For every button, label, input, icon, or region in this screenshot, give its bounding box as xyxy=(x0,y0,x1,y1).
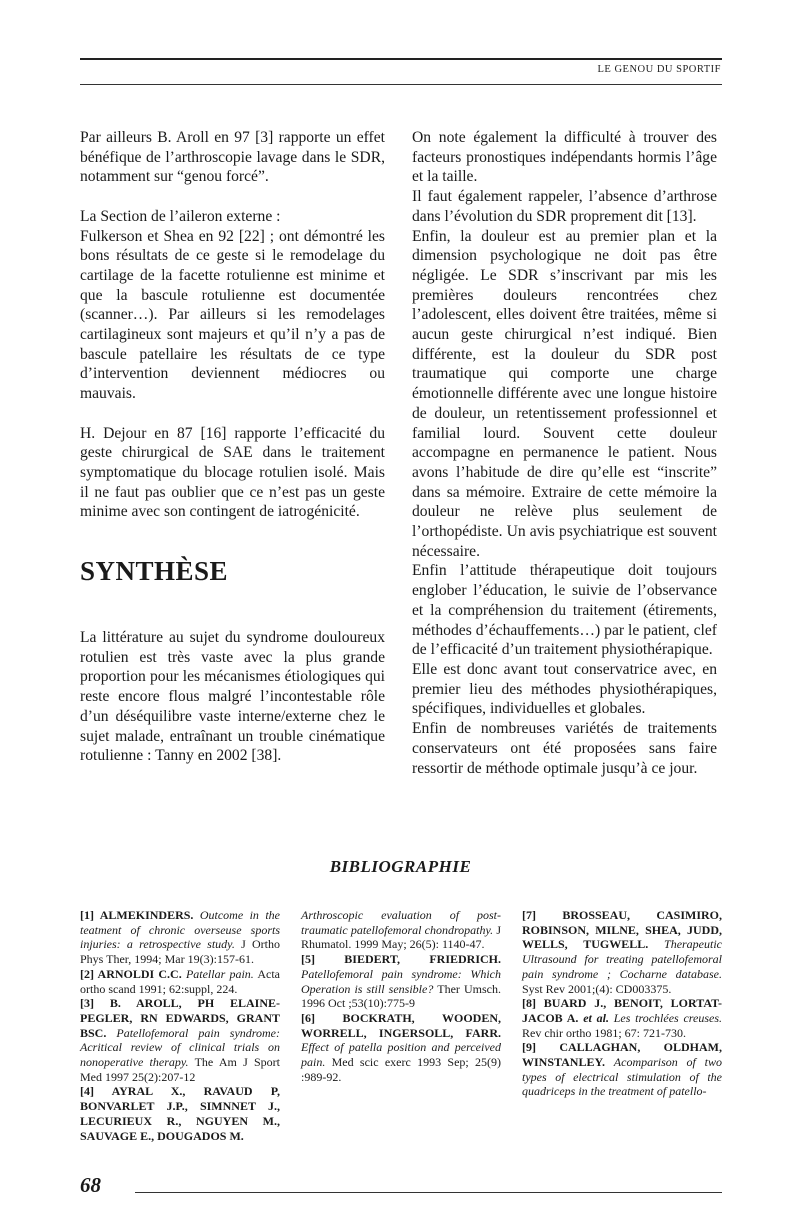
reference-source: Ther Umsch. 1996 Oct ;53(10):775-9 xyxy=(301,981,501,1011)
reference-item xyxy=(80,996,280,1084)
reference-title: Patellar pain. xyxy=(185,966,254,981)
reference-authors: [5] BIEDERT, FRIEDRICH. xyxy=(301,952,501,967)
reference-title: Patellofemoral pain syndrome: Which Operation is still sensible? xyxy=(301,966,501,996)
paragraph-dejour: H. Dejour en 87 [16] rapporte l’efficacité du geste chirurgical de SAE dans le traitement symptomatique du blocage rotulien isolé. Mais il ne faut pas oublier que ce n’est pas un geste minime avec son contingent de iatrogénicité. xyxy=(80,424,385,521)
reference-source: Med scic exerc 1993 Sep; 25(9) :989-92. xyxy=(301,1055,502,1084)
reference-authors: [8] BUARD J., BENOIT, LORTAT-JACOB A. xyxy=(522,996,722,1025)
top-rule-thick xyxy=(80,58,722,60)
reference-title: Patellofemoral pain syndrome: Acritical review of clinical trials on nonoperative therapy. xyxy=(80,1025,281,1070)
bibliography-title: BIBLIOGRAPHIE xyxy=(329,857,472,876)
paragraph-aroll: Par ailleurs B. Aroll en 97 [3] rapporte un effet bénéfique de l’arthroscopie lavage dans le SDR, notamment sur “genou forcé”. xyxy=(80,129,385,186)
paragraph-attitude: Enfin l’attitude thérapeutique doit toujours englober l’éducation, le suivie de l’observance et la compréhension du traitement (étirements, méthodes d’échauffements…) par le patient, clef de l’efficacité d’un traitement physiothérapique. xyxy=(412,562,717,659)
paragraph-arthrose: Il faut également rappeler, l’absence d’arthrose dans l’évolution du SDR proprement dit [13]. xyxy=(412,188,717,225)
reference-authors: [4] AYRAL X., RAVAUD P, BONVARLET J.P., SIMNNET J., LECURIEUX R., NGUYEN M., SAUVAGE E., DOUGADOS M. xyxy=(80,1084,280,1143)
reference-title: Les trochlées creuses. xyxy=(613,1010,723,1025)
reference-authors: [7] BROSSEAU, CASIMIRO, ROBINSON, MILNE, SHEA, JUDD, WELLS, TUGWELL. xyxy=(522,908,722,952)
paragraph-traitements: Enfin de nombreuses variétés de traitements conservateurs ont été proposées sans faire ressortir de méthode optimale jusqu’à ce jour. xyxy=(412,720,717,777)
reference-authors: [9] CALLAGHAN, OLDHAM, WINSTANLEY. xyxy=(522,1040,722,1070)
synthese-text xyxy=(80,628,385,766)
section-title-synthese: SYNTHÈSE xyxy=(80,556,229,586)
bottom-rule xyxy=(135,1192,722,1193)
reference-source: The Am J Sport Med 1997 25(2):207-12 xyxy=(80,1055,280,1084)
reference-item xyxy=(80,967,280,996)
reference-authors: [6] BOCKRATH, WOODEN, WORRELL, INGERSOLL, FARR. xyxy=(301,1010,501,1040)
running-header: LE GENOU DU SPORTIF xyxy=(597,64,721,75)
reference-authors: [2] ARNOLDI C.C. xyxy=(80,966,182,981)
reference-title: Outcome in the teatment of chronic overseuse sports injuries: a retrospective study. xyxy=(80,908,281,952)
page-number: 68 xyxy=(80,1173,101,1197)
reference-item xyxy=(522,996,722,1040)
reference-title: Effect of patella position and perceived pain. xyxy=(301,1040,501,1070)
reference-source: Rev chir ortho 1981; 67: 721-730. xyxy=(522,1025,686,1040)
bibliography-column-3 xyxy=(522,908,722,1099)
reference-item xyxy=(301,952,501,1011)
bibliography-column-1 xyxy=(80,908,280,1143)
bibliography-column-2 xyxy=(301,908,501,1084)
reference-item xyxy=(522,1040,722,1099)
reference-title: Arthroscopic evaluation of post-traumatic patellofemoral chondropathy. xyxy=(301,908,501,937)
paragraph-section-heading: La Section de l’aileron externe : xyxy=(80,207,281,225)
reference-item xyxy=(80,908,280,967)
paragraph-conservatrice: Elle est donc avant tout conservatrice avec, en premier lieu des méthodes physiothérapiques, spécifiques, individuelles et globales. xyxy=(412,660,717,718)
paragraph-facteurs: On note également la difficulté à trouver des facteurs pronostiques indépendants hormis l’âge et la taille. xyxy=(412,129,717,186)
reference-item xyxy=(522,908,722,996)
paragraph-fulkerson: Fulkerson et Shea en 92 [22] ; ont démontré les bons résultats de ce geste si le remodelage du cartilage de la facette rotulienne est minime et que la bascule rotulienne est documentée (scanner…). Par ailleurs si les remodelages cartilagineux sont majeurs et qu’il n’y a pas de bascule patellaire les résultats de ce type d’intervention deviennent médiocres ou mauvais. xyxy=(80,227,385,403)
left-column-text xyxy=(80,128,385,522)
reference-continuation xyxy=(301,908,501,952)
reference-authors: [3] B. AROLL, PH ELAINE-PEGLER, RN EDWARDS, GRANT BSC. xyxy=(80,996,280,1040)
reference-authors: [1] ALMEKINDERS. xyxy=(80,908,194,922)
reference-title: Therapeutic Ultrasound for treating patellofemoral pain syndrome ; Cocharne database. xyxy=(522,937,723,981)
reference-source: J Rhumatol. 1999 May; 26(5): 1140-47. xyxy=(301,922,502,952)
reference-title: Acomparison of two types of electrical stimulation of the quadriceps in the treatment of patello- xyxy=(522,1055,722,1099)
reference-source: J Ortho Phys Ther, 1994; Mar 19(3):157-61. xyxy=(80,937,280,967)
reference-source: Acta ortho scand 1991; 62:suppl, 224. xyxy=(80,966,280,996)
reference-item xyxy=(301,1011,501,1085)
reference-source: Syst Rev 2001;(4): CD003375. xyxy=(522,981,672,996)
right-column-text xyxy=(412,128,717,778)
reference-etal: et al. xyxy=(583,1010,609,1025)
paragraph-synthese: La littérature au sujet du syndrome douloureux rotulien est très vaste avec la plus grande proportion pour les mécanismes étiologiques qui reste encore flous malgré l’incontestable rôle d’un déséquilibre vaste interne/externe chez le sujet malade, entraînant un trouble cinématique rotulienne : Tanny en 2002 [38]. xyxy=(80,629,385,765)
top-rule-thin xyxy=(80,84,722,85)
reference-item xyxy=(80,1084,280,1143)
paragraph-douleur: Enfin, la douleur est au premier plan et la dimension psychologique ne doit pas être négligée. Le SDR s’inscrivant par mis les premières douleurs rencontrées chez l’adolescent, elles doivent être traitées, même si aucun geste chirurgical n’est indiqué. Bien différente, est la douleur du SDR post traumatique qui comporte une charge émotionnelle différente avec une longue histoire de douleur, un retentissement professionnel et familial lourd. Souvent cette douleur accompagne en permanence le patient. Nous avons l’habitude de dire qu’elle est “inscrite” dans sa mémoire. Extraire de cette mémoire la douleur ne relève plus seulement de l’orthopédiste. Un avis psychiatrique est souvent nécessaire. xyxy=(412,227,717,560)
